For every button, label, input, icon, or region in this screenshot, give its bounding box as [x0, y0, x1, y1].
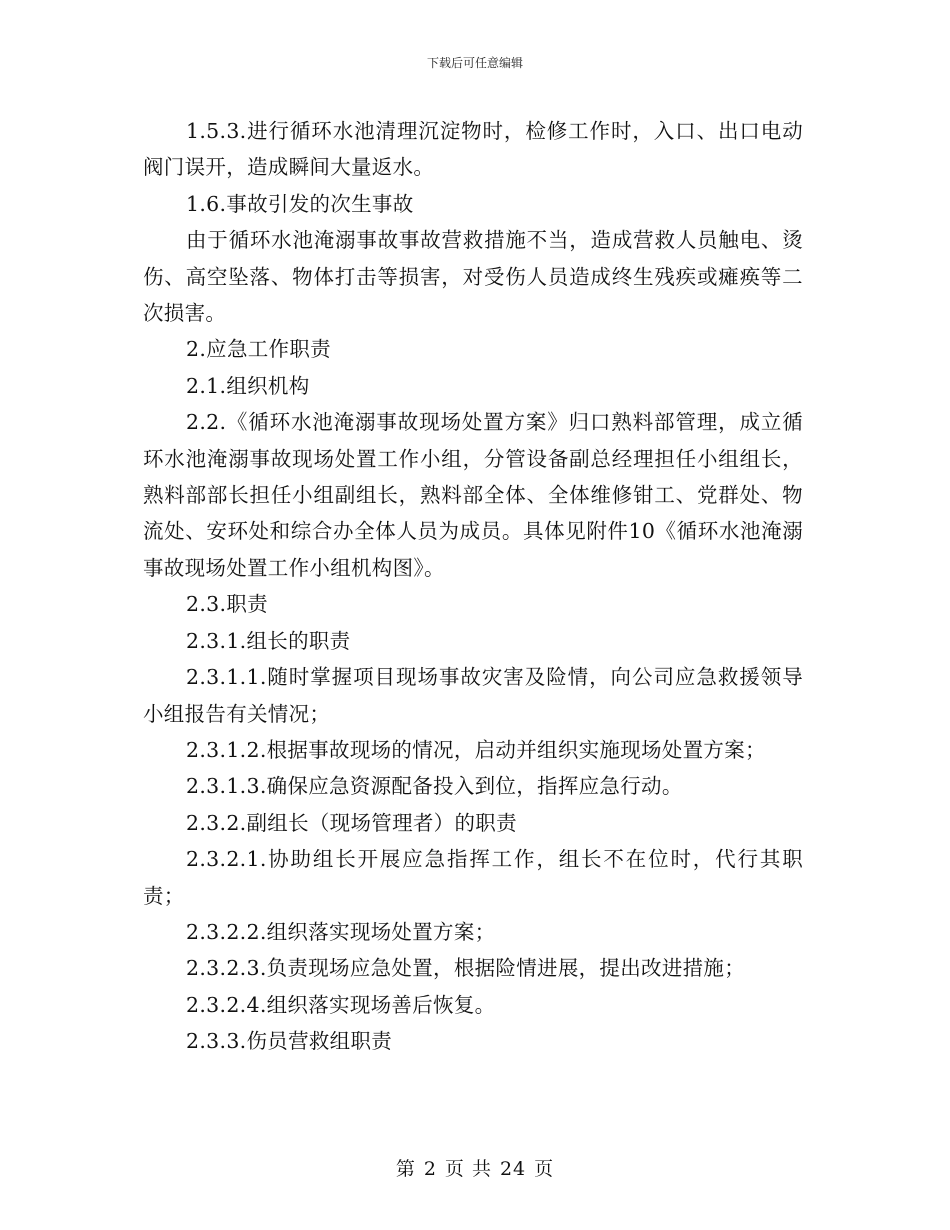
page-number-footer [0, 1154, 950, 1181]
footer-suffix: 页 [534, 1158, 555, 1180]
paragraph: 由于循环水池淹溺事故事故营救措施不当，造成营救人员触电、烫伤、高空坠落、物体打击等损害，对受伤人员造成终生残疾或瘫痪等二次损害。 [143, 228, 803, 326]
footer-prefix: 第 [395, 1158, 416, 1180]
paragraph: 2.3.1.1.随时掌握项目现场事故灾害及险情，向公司应急救援领导小组报告有关情况； [143, 665, 803, 726]
paragraph: 2.3.2.4.组织落实现场善后恢复。 [186, 992, 496, 1017]
footer-page-number: 2 [423, 1158, 437, 1180]
section-heading: 2.3.职责 [186, 592, 268, 617]
paragraph: 2.3.2.3.负责现场应急处置，根据险情进展，提出改进措施； [186, 956, 746, 981]
section-heading: 2.3.3.伤员营救组职责 [186, 1029, 393, 1054]
document-body [143, 113, 803, 1060]
paragraph: 2.3.2.1.协助组长开展应急指挥工作，组长不在位时，代行其职责； [143, 847, 803, 908]
section-heading: 1.6.事故引发的次生事故 [186, 191, 414, 216]
paragraph: 2.3.1.3.确保应急资源配备投入到位，指挥应急行动。 [186, 774, 683, 799]
section-heading: 2.3.1.组长的职责 [186, 628, 351, 653]
paragraph: 2.2.《循环水池淹溺事故现场处置方案》归口熟料部管理，成立循环水池淹溺事故现场处置工作小组，分管设备副总经理担任小组组长，熟料部部长担任小组副组长，熟料部全体、全体维修钳工、党群处、物流处、安环处和综合办全体人员为成员。具体见附件10《循环水池淹溺事故现场处置工作小组机构图》。 [143, 410, 803, 580]
section-heading: 2.1.组织机构 [186, 373, 310, 398]
paragraph: 2.3.2.2.组织落实现场处置方案； [186, 919, 496, 944]
paragraph: 2.3.1.2.根据事故现场的情况，启动并组织实施现场处置方案； [186, 737, 766, 762]
paragraph: 1.5.3.进行循环水池清理沉淀物时，检修工作时，入口、出口电动阀门误开，造成瞬间大量返水。 [143, 119, 803, 180]
footer-middle: 页 共 [444, 1158, 492, 1180]
page-header-note: 下载后可任意编辑 [426, 56, 523, 70]
section-heading: 2.3.2.副组长（现场管理者）的职责 [186, 810, 517, 835]
section-heading: 2.应急工作职责 [186, 337, 331, 362]
footer-total-pages: 24 [499, 1158, 527, 1180]
